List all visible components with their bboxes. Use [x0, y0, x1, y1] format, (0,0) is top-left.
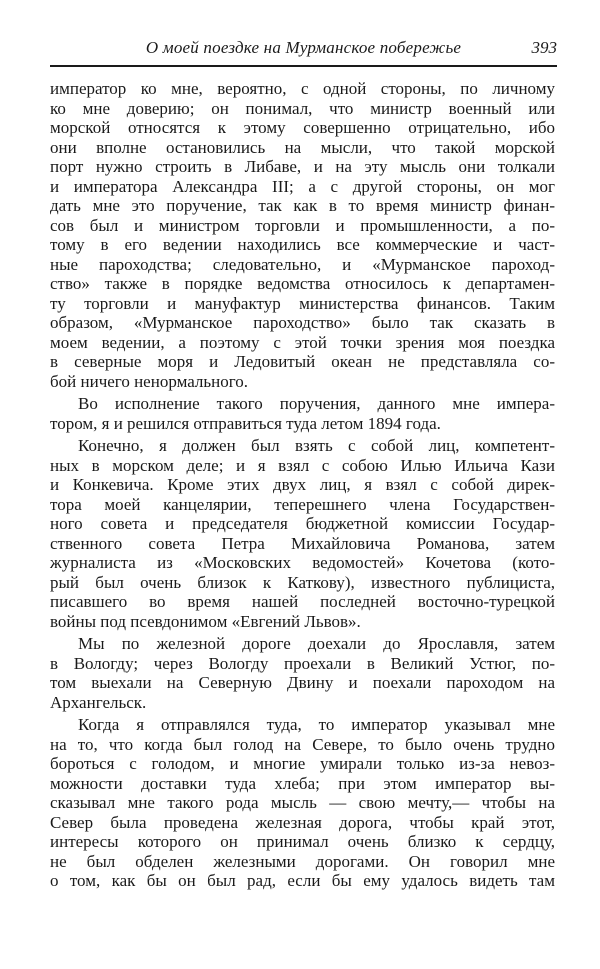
text-line: ных в морском деле; и я взял с собою Илью Ильича Кази: [50, 455, 555, 475]
text-line: морской относятся к этому совершенно отрицательно, ибо: [50, 118, 555, 137]
paragraph: [50, 436, 555, 631]
text-line: ту торговли и мануфактур министерства финансов. Таким: [50, 293, 555, 313]
text-line: войны под псевдонимом «Евгений Львов».: [50, 611, 361, 631]
text-line: том выехали на Северную Двину и поехали пароходом на: [50, 673, 555, 692]
text-line: писавшего во время нашей последней восточно-турецкой: [50, 592, 555, 611]
text-line: не был обделен железными дорогами. Он говорил мне: [50, 851, 555, 871]
text-line: они вполне остановились на мысли, что такой морской: [50, 137, 555, 157]
text-line: рый был очень близок к Каткову), известного публициста,: [50, 572, 555, 592]
text-line: порт нужно строить в Либаве, и на эту мысль они толкали: [50, 157, 555, 176]
text-line: Во исполнение такого поручения, данного мне импера-: [78, 394, 555, 413]
text-line: бой ничего ненормального.: [50, 371, 249, 391]
text-line: дать мне это поручение, так как в то время министр финан-: [50, 196, 555, 215]
paragraph: [50, 715, 555, 891]
text-line: моем ведении, а поэтому с этой точки зрения моя поездка: [50, 332, 555, 352]
text-line: интересы которого он принимал очень близко к сердцу,: [50, 832, 555, 851]
body-text: [50, 79, 555, 891]
text-line: образом, «Мурманское пароходство» было так сказать в: [50, 313, 555, 332]
paragraph: [50, 79, 555, 391]
text-line: бороться с голодом, и многие умирали только из-за невоз-: [50, 754, 555, 773]
page-number: 393: [531, 38, 557, 57]
text-line: ные пароходства; следовательно, и «Мурманское пароход-: [50, 254, 555, 274]
text-line: можности доставки туда хлеба; при этом император вы-: [50, 773, 555, 793]
text-line: о том, как бы он был рад, если бы ему удалось видеть там: [50, 871, 555, 890]
text-line: и императора Александра III; а с другой стороны, он мог: [50, 176, 555, 196]
text-line: ство» также в порядке ведомства относилось к департамен-: [50, 274, 555, 293]
text-line: ного совета и председателя бюджетной комиссии Государ-: [50, 514, 555, 533]
paragraph: [50, 394, 555, 433]
text-line: тора моей канцелярии, теперешнего члена Государствен-: [50, 494, 555, 514]
text-line: сов был и министром торговли и промышленности, а по-: [50, 215, 555, 235]
header-rule: [50, 65, 557, 67]
text-line: в северные моря и Ледовитый океан не представляла со-: [50, 352, 555, 371]
text-line: на то, что когда был голод на Севере, то было очень трудно: [50, 734, 555, 754]
text-line: Архангельск.: [50, 692, 147, 712]
text-line: и Конкевича. Кроме этих двух лиц, я взял с собой дирек-: [50, 475, 555, 494]
page-header: [50, 38, 557, 62]
text-line: в Вологду; через Вологду проехали в Великий Устюг, по-: [50, 653, 555, 673]
text-line: император ко мне, вероятно, с одной стороны, по личному: [50, 79, 555, 98]
text-line: сказывал мне такого рода мысль — свою мечту,— чтобы на: [50, 793, 555, 812]
text-line: Мы по железной дороге доехали до Ярославля, затем: [78, 634, 555, 653]
text-line: Когда я отправлялся туда, то император указывал мне: [78, 715, 555, 734]
text-line: журналиста из «Московских ведомостей» Кочетова (кото-: [50, 553, 555, 572]
paragraph: [50, 634, 555, 712]
text-line: тором, я и решился отправиться туда летом 1894 года.: [50, 413, 441, 433]
text-line: Север была проведена железная дорога, чтобы край этот,: [50, 812, 555, 832]
text-line: Конечно, я должен был взять с собой лиц, компетент-: [78, 436, 555, 455]
running-title: О моей поездке на Мурманское побережье: [145, 38, 462, 57]
text-line: ственного совета Петра Михайловича Романова, затем: [50, 533, 555, 553]
text-line: тому в его ведении находились все коммерческие и част-: [50, 235, 555, 254]
text-line: ко мне доверию; он понимал, что министр военный или: [50, 98, 555, 118]
